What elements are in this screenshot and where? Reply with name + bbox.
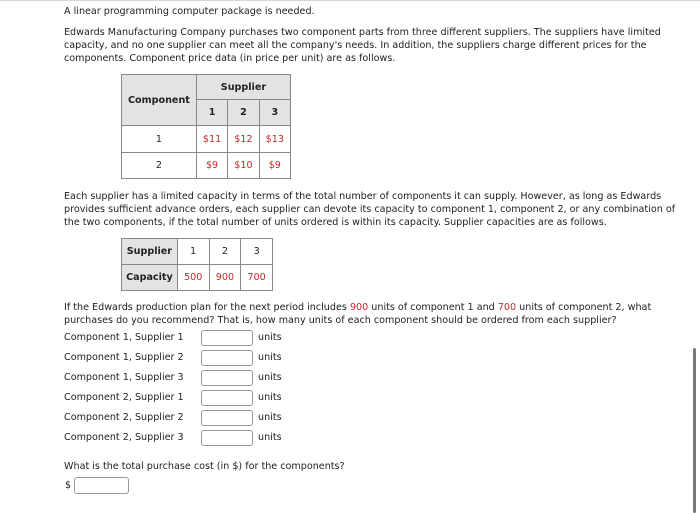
price-row [122,153,291,179]
c2-s3-input[interactable] [201,430,253,446]
answer-label: Component 2, Supplier 1 [64,392,184,403]
c2-s1-input[interactable] [201,390,253,406]
capacity-supplier-3: 3 [241,239,273,265]
capacity-table [121,238,273,291]
units-label: units [258,352,282,363]
price-cell: $11 [196,126,227,153]
capacity-paragraph: Each supplier has a limited capacity in terms of the total number of components it can supply. However, as long as Edwards provides sufficient advance orders, each supplier can devote its capacity to component 1, component 2, or any combination of the two components, if the total number of units ordered is within its capacity. Supplier capacities are as follows. [64,191,676,228]
supplier-header: Supplier [196,75,290,100]
total-question: What is the total purchase cost (in $) for the components? [64,461,345,472]
capacity-value: 500 [177,265,209,291]
units-component-2: 700 [497,302,517,313]
units-label: units [258,392,282,403]
question-text: If the Edwards production plan for the next period includes 900 units of component 1 and 700 units of component 2, what purchases do you recommend? That is, how many units of each component should be ordered from each supplier? [64,302,652,326]
price-cell: $12 [228,126,259,153]
component-header: Component [122,75,197,126]
problem-paragraph: Edwards Manufacturing Company purchases two component parts from three different suppliers. The suppliers have limited capacity, and no one supplier can meet all the company's needs. In addition, the suppliers charge different prices for the components. Component price data (in price per unit) are as follows. [64,27,661,64]
units-label: units [258,412,282,423]
c1-s3-input[interactable] [201,370,253,386]
price-table [121,74,291,179]
answer-label: Component 1, Supplier 1 [64,332,184,343]
dollar-sign: $ [65,480,72,491]
component-label: 2 [122,153,197,179]
answer-label: Component 1, Supplier 3 [64,372,184,383]
c2-s2-input[interactable] [201,410,253,426]
component-label: 1 [122,126,197,153]
supplier-col-1: 1 [196,100,227,126]
total-cost-input[interactable] [74,477,129,494]
capacity-supplier-2: 2 [209,239,241,265]
answer-label: Component 2, Supplier 3 [64,432,184,443]
supplier-col-2: 2 [228,100,259,126]
units-label: units [258,372,282,383]
units-label: units [258,432,282,443]
capacity-value: 700 [241,265,273,291]
c1-s2-input[interactable] [201,350,253,366]
price-cell: $9 [259,153,290,179]
scrollbar[interactable] [693,348,696,513]
intro-text: A linear programming computer package is needed. [64,6,315,17]
price-cell: $13 [259,126,290,153]
capacity-supplier-1: 1 [177,239,209,265]
answer-label: Component 1, Supplier 2 [64,352,184,363]
price-cell: $9 [196,153,227,179]
units-label: units [258,332,282,343]
c1-s1-input[interactable] [201,330,253,346]
supplier-col-3: 3 [259,100,290,126]
capacity-label: Capacity [122,265,178,291]
top-divider [0,0,700,1]
answer-label: Component 2, Supplier 2 [64,412,184,423]
capacity-supplier-label: Supplier [122,239,178,265]
units-component-1: 900 [349,302,369,313]
price-cell: $10 [228,153,259,179]
price-row [122,126,291,153]
capacity-value: 900 [209,265,241,291]
